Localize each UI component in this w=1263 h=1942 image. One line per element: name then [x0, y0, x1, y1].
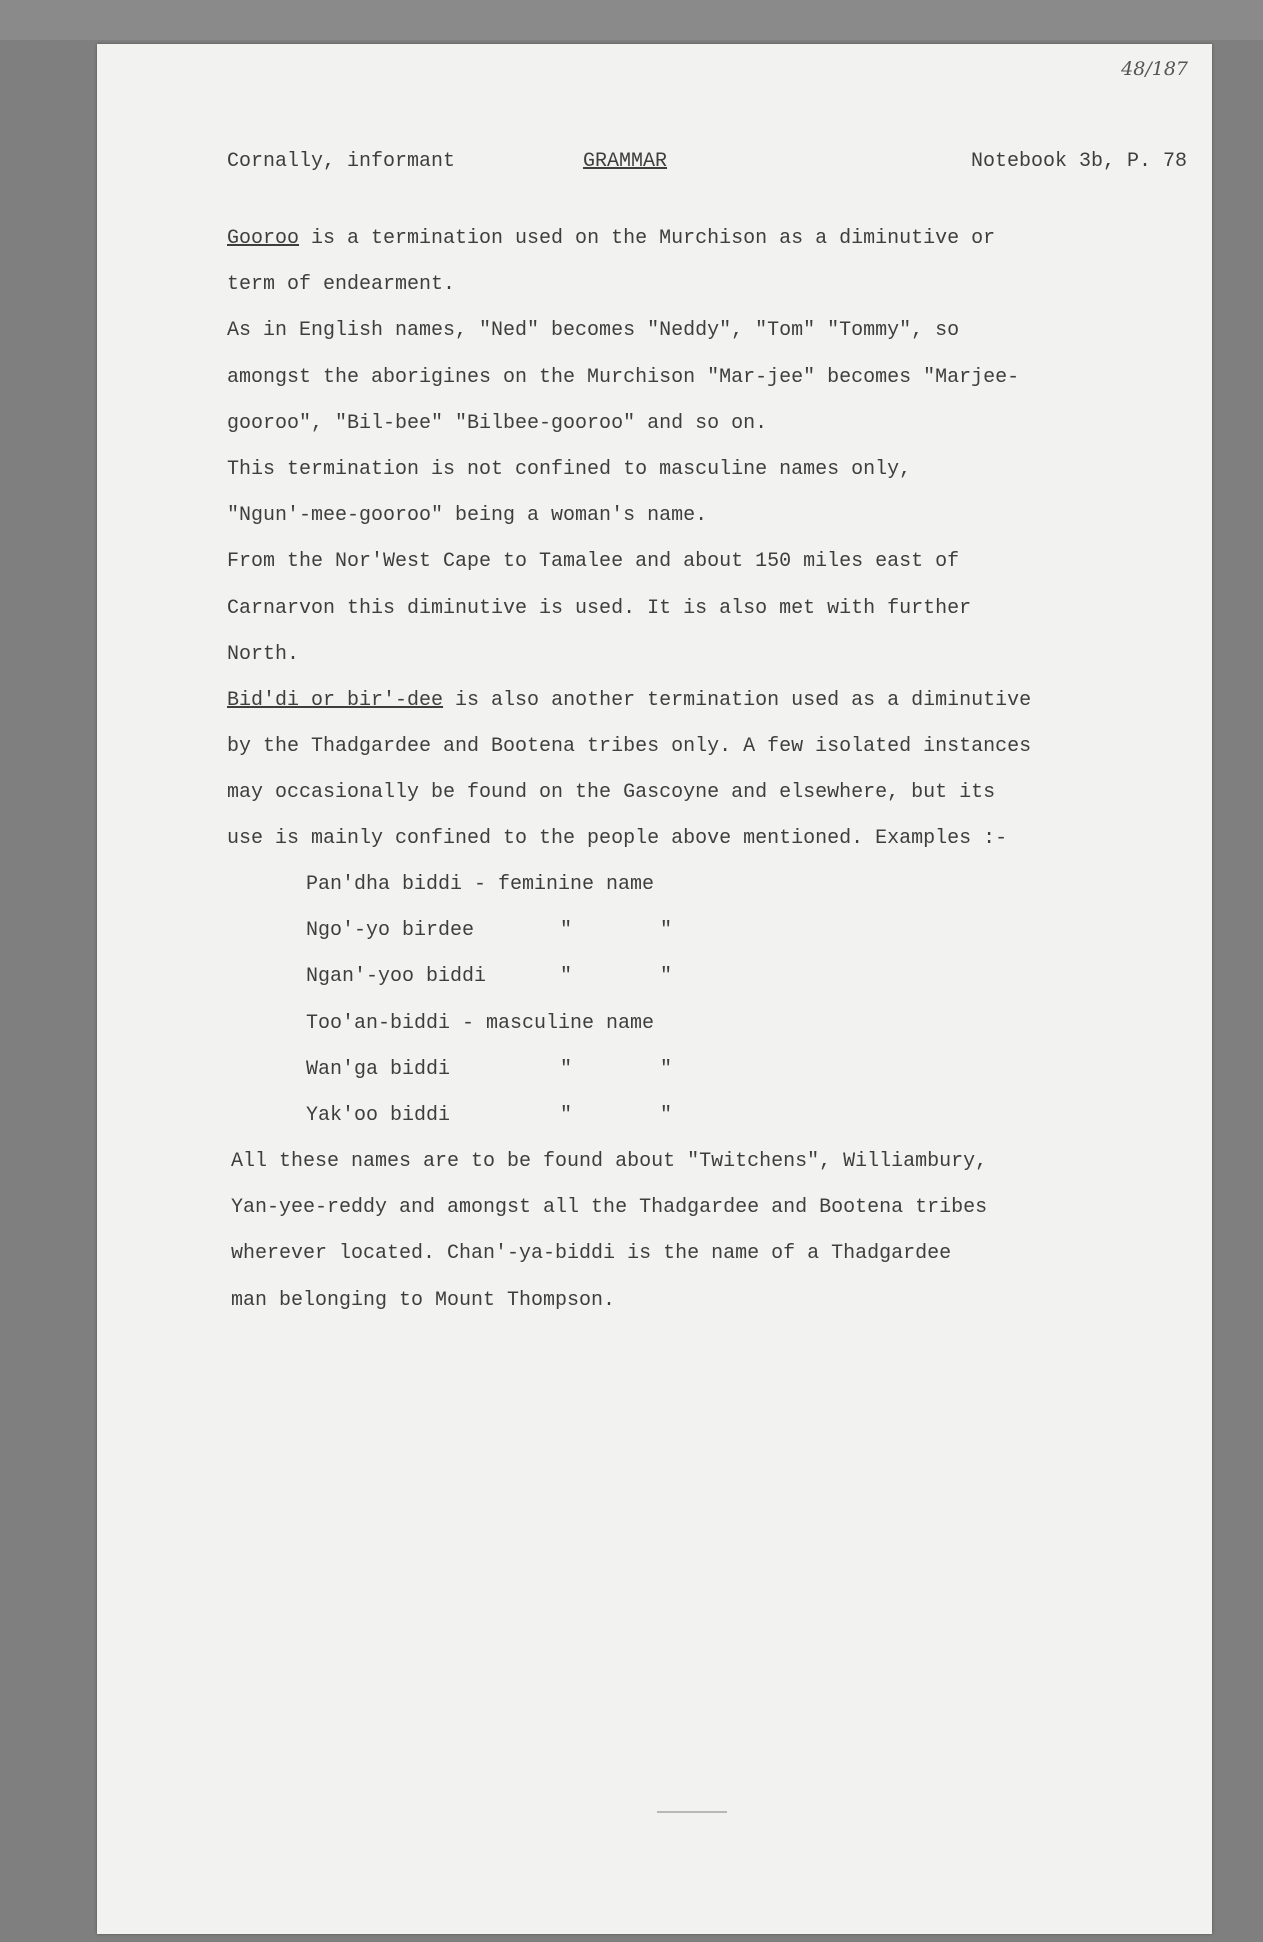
text-line: wherever located. Chan'-ya-biddi is the name of a Thadgardee — [231, 1242, 952, 1266]
example-name: Wan'ga biddi — [306, 1057, 451, 1081]
text-line: may occasionally be found on the Gascoyne and elsewhere, but its — [227, 781, 996, 805]
text-line: North. — [227, 642, 300, 666]
text-line — [227, 216, 1127, 262]
text-line: amongst the aborigines on the Murchison "Mar-jee" becomes "Marjee- — [227, 365, 1020, 389]
ditto-mark: " — [560, 919, 573, 943]
text-fragment: is a termination used on the Murchison as a diminutive or — [299, 227, 996, 250]
text-line: From the Nor'West Cape to Tamalee and about 150 miles east of — [227, 550, 960, 574]
text-line: gooroo", "Bil-bee" "Bilbee-gooroo" and so on. — [227, 411, 768, 435]
text-line: This termination is not confined to masculine names only, — [227, 457, 912, 481]
ditto-mark: " — [560, 965, 573, 989]
ditto-mark: " — [660, 919, 673, 943]
text-line: "Ngun'-mee-gooroo" being a woman's name. — [227, 504, 708, 528]
ditto-mark: " — [660, 1103, 673, 1127]
text-line: Carnarvon this diminutive is used. It is also met with further — [227, 596, 972, 620]
folio-number: 48/187 — [1121, 58, 1188, 80]
text-line: All these names are to be found about "Twitchens", Williambury, — [231, 1150, 988, 1173]
paragraph-closing — [231, 1139, 987, 1324]
example-name: Ngo'-yo birdee — [306, 919, 475, 943]
ditto-mark: " — [660, 965, 673, 989]
text-line: As in English names, "Ned" becomes "Neddy", "Tom" "Tommy", so — [227, 319, 960, 343]
example-name: Pan'dha biddi - feminine name — [306, 873, 655, 896]
informant-label: Cornally, informant — [227, 150, 456, 173]
example-name: Yak'oo biddi — [306, 1103, 451, 1127]
page-header — [227, 150, 1187, 180]
text-line: Yan-yee-reddy and amongst all the Thadgardee and Bootena tribes — [231, 1196, 988, 1220]
text-line — [227, 678, 1127, 724]
typed-page — [97, 44, 1212, 1934]
text-line: by the Thadgardee and Bootena tribes only. A few isolated instances — [227, 735, 1032, 759]
topic-heading: GRAMMAR — [583, 150, 668, 173]
text-line: use is mainly confined to the people above mentioned. Examples :- — [227, 827, 1008, 851]
ditto-mark: " — [560, 1103, 573, 1127]
paragraph-gooroo — [227, 216, 1127, 863]
example-name: Too'an-biddi - masculine name — [306, 1011, 655, 1035]
scan-backdrop — [0, 0, 1263, 40]
text-fragment: is also another termination used as a diminutive — [443, 688, 1032, 712]
term-biddi: Bid'di or bir'-dee — [227, 688, 444, 712]
text-line: man belonging to Mount Thompson. — [231, 1288, 616, 1312]
paper-smudge — [657, 1811, 727, 1813]
ditto-mark: " — [560, 1057, 573, 1081]
term-gooroo: Gooroo — [227, 227, 300, 250]
ditto-mark: " — [660, 1057, 673, 1081]
text-line: term of endearment. — [227, 273, 456, 297]
notebook-reference: Notebook 3b, P. 78 — [970, 150, 1187, 173]
example-name: Ngan'-yoo biddi — [306, 965, 487, 989]
